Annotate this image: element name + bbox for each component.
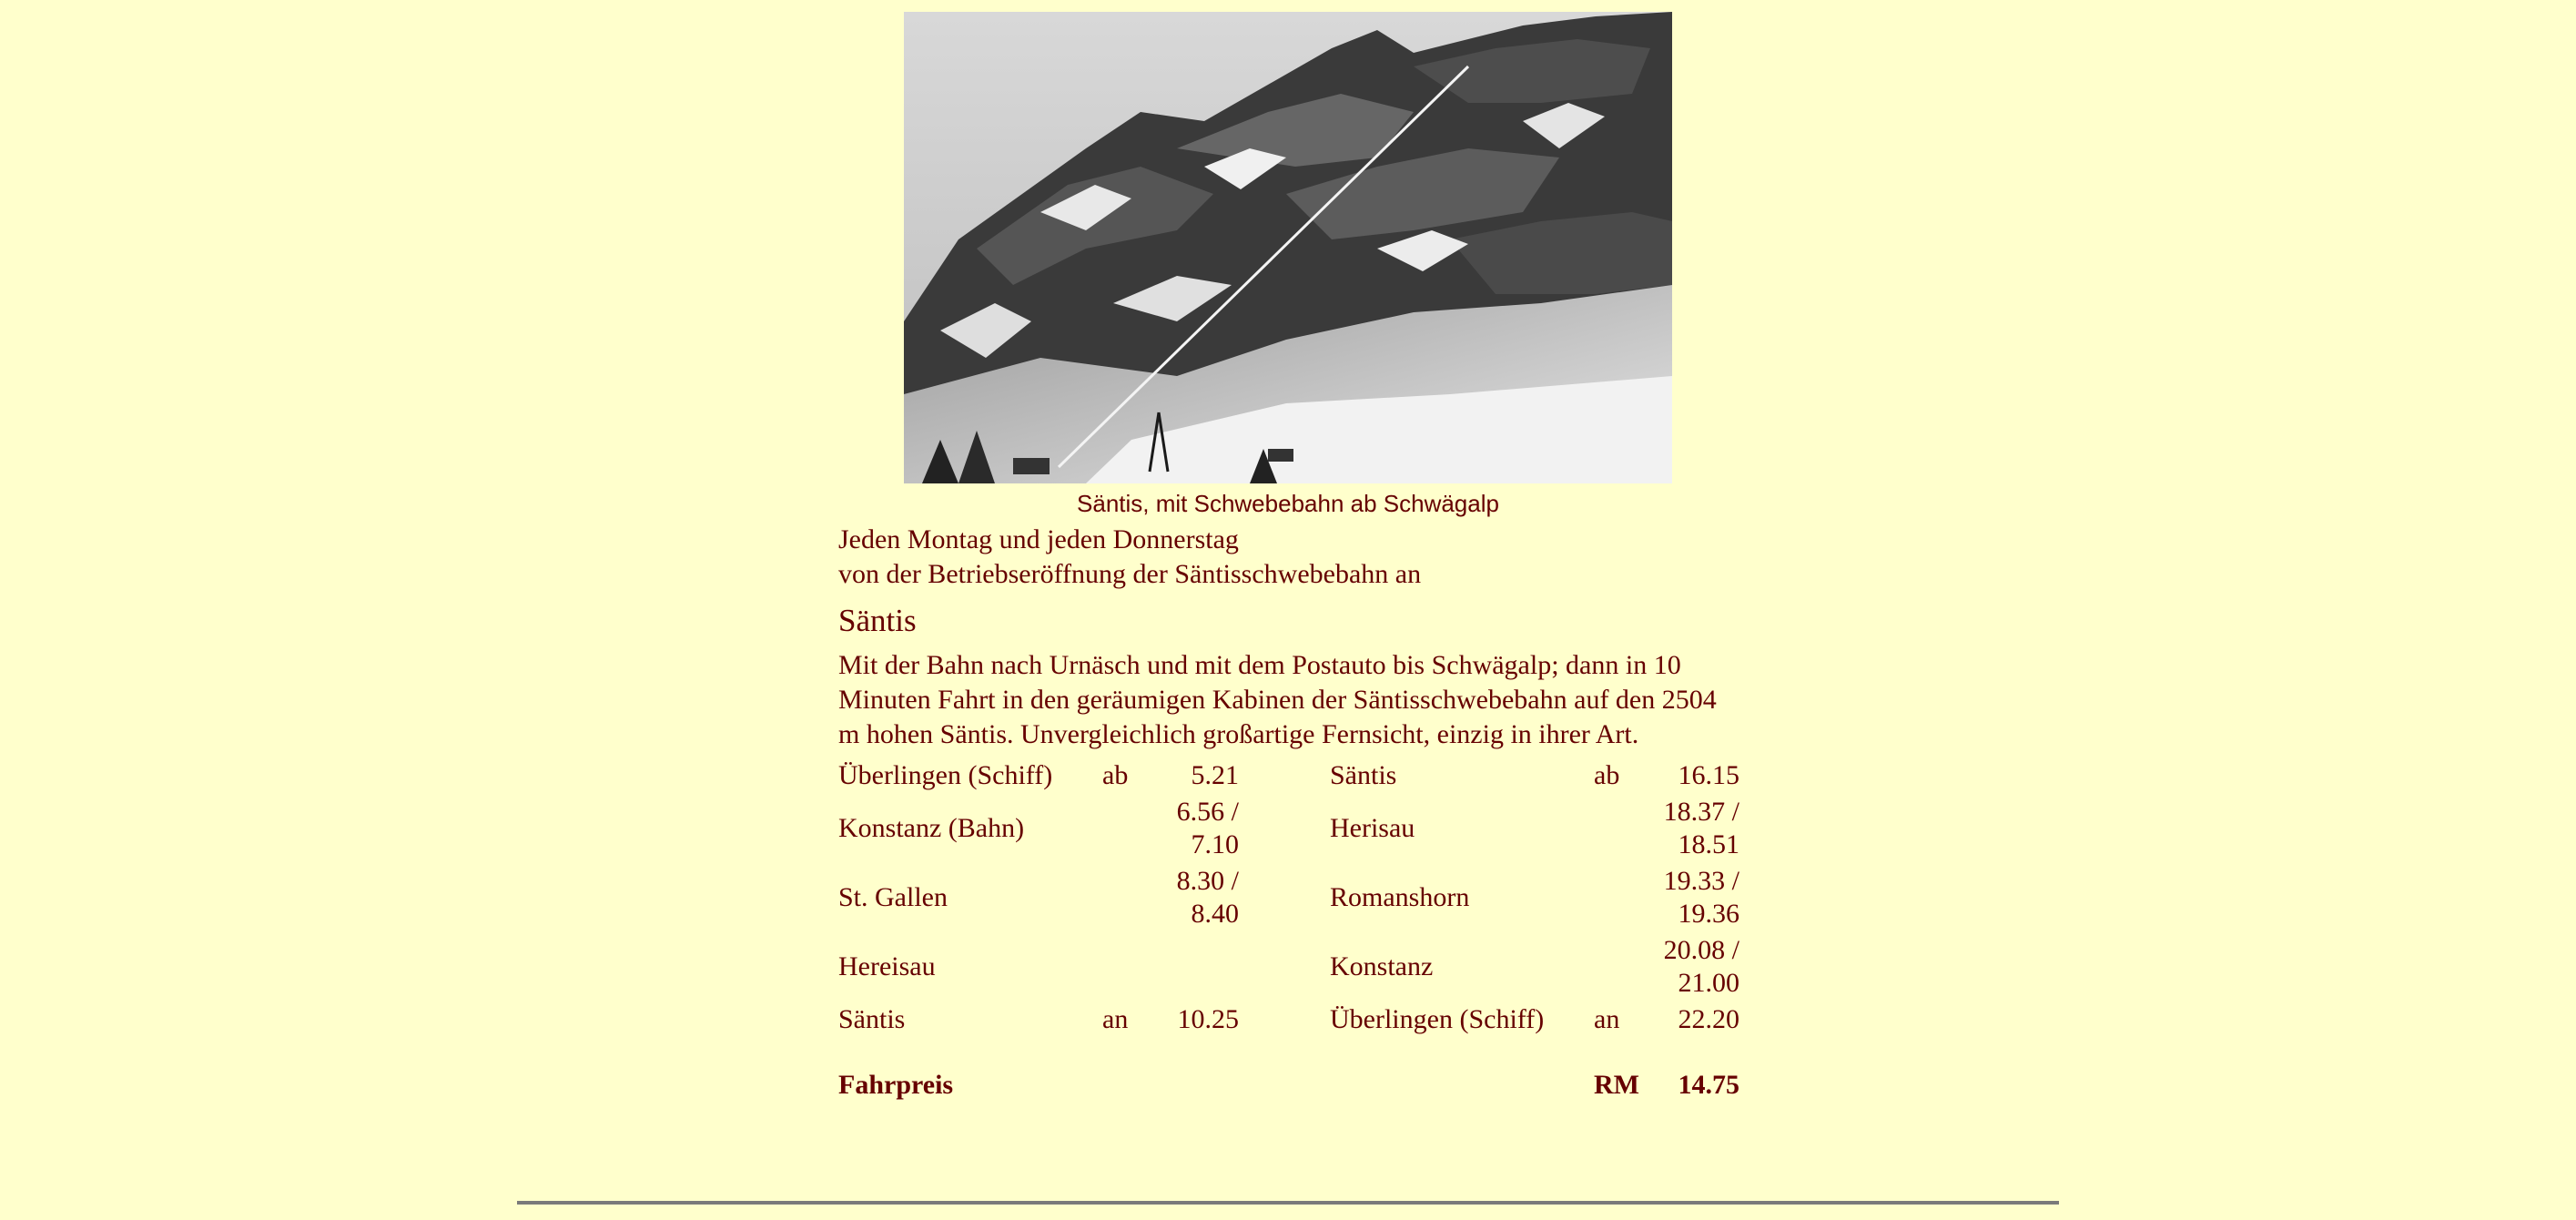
mountain-photo-icon [904, 12, 1672, 483]
destination-heading: Säntis [838, 603, 917, 638]
return-direction [1594, 932, 1648, 1001]
return-station: Romanshorn [1330, 882, 1470, 912]
outbound-station: Überlingen (Schiff) [838, 760, 1053, 790]
outbound-time: 10.25 [1177, 1004, 1239, 1034]
table-row [838, 1001, 1739, 1038]
column-gap [1239, 932, 1330, 1001]
outbound-direction [1102, 932, 1148, 1001]
return-time: 22.20 [1678, 1004, 1739, 1034]
intro-line-1: Jeden Montag und jeden Donnerstag [838, 524, 1239, 554]
outbound-time [1148, 932, 1239, 1001]
return-time: 19.33 / 19.36 [1663, 866, 1739, 929]
return-direction [1594, 794, 1648, 863]
outbound-station: St. Gallen [838, 882, 948, 912]
column-gap [1239, 1067, 1330, 1103]
outbound-time: 6.56 / 7.10 [1176, 797, 1239, 859]
return-station: Herisau [1330, 813, 1415, 843]
return-station: Konstanz [1330, 951, 1434, 981]
outbound-station: Hereisau [838, 951, 936, 981]
return-time: 20.08 / 21.00 [1663, 935, 1739, 998]
return-time: 16.15 [1678, 760, 1739, 790]
price-amount: 14.75 [1678, 1070, 1739, 1100]
empty-cell [1330, 1067, 1594, 1103]
return-station: Überlingen (Schiff) [1330, 1004, 1545, 1034]
return-station: Säntis [1330, 760, 1397, 790]
outbound-time: 5.21 [1191, 760, 1239, 790]
spacer-cell [838, 1038, 1739, 1067]
return-time: 18.37 / 18.51 [1663, 797, 1739, 859]
outbound-direction: ab [1102, 760, 1129, 790]
price-currency: RM [1594, 1070, 1639, 1100]
photo-caption: Säntis, mit Schwebebahn ab Schwägalp [1077, 490, 1499, 517]
column-gap [1239, 757, 1330, 794]
column-gap [1239, 1001, 1330, 1038]
table-row [838, 932, 1739, 1001]
table-row [838, 757, 1739, 794]
price-row [838, 1067, 1739, 1103]
horizontal-rule [517, 1201, 2059, 1205]
table-row [838, 794, 1739, 863]
return-direction [1594, 863, 1648, 932]
outbound-time: 8.30 / 8.40 [1176, 866, 1239, 929]
intro-line-2: von der Betriebseröffnung der Säntisschwebebahn an [838, 559, 1422, 589]
trip-description-text: Mit der Bahn nach Urnäsch und mit dem Postauto bis Schwägalp; dann in 10 Minuten Fahrt in den geräumigen Kabinen der Säntisschwebebahn auf den 2504 m hohen Säntis. Unvergleichlich großartige Fernsicht, einzig in ihrer Art. [838, 650, 1717, 749]
table-spacer [838, 1038, 1739, 1067]
outbound-station: Säntis [838, 1004, 906, 1034]
return-direction: ab [1594, 760, 1620, 790]
outbound-direction [1102, 863, 1148, 932]
column-gap [1239, 794, 1330, 863]
empty-cell [1148, 1067, 1239, 1103]
outbound-direction: an [1102, 1004, 1129, 1034]
timetable [838, 757, 1739, 1103]
outbound-direction [1102, 794, 1148, 863]
intro-text [838, 523, 1739, 592]
mountain-photo [904, 12, 1672, 483]
trip-description [838, 523, 1739, 1103]
outbound-station: Konstanz (Bahn) [838, 813, 1025, 843]
table-row [838, 863, 1739, 932]
price-label: Fahrpreis [838, 1070, 954, 1100]
column-gap [1239, 863, 1330, 932]
empty-cell [1102, 1067, 1148, 1103]
return-direction: an [1594, 1004, 1620, 1034]
